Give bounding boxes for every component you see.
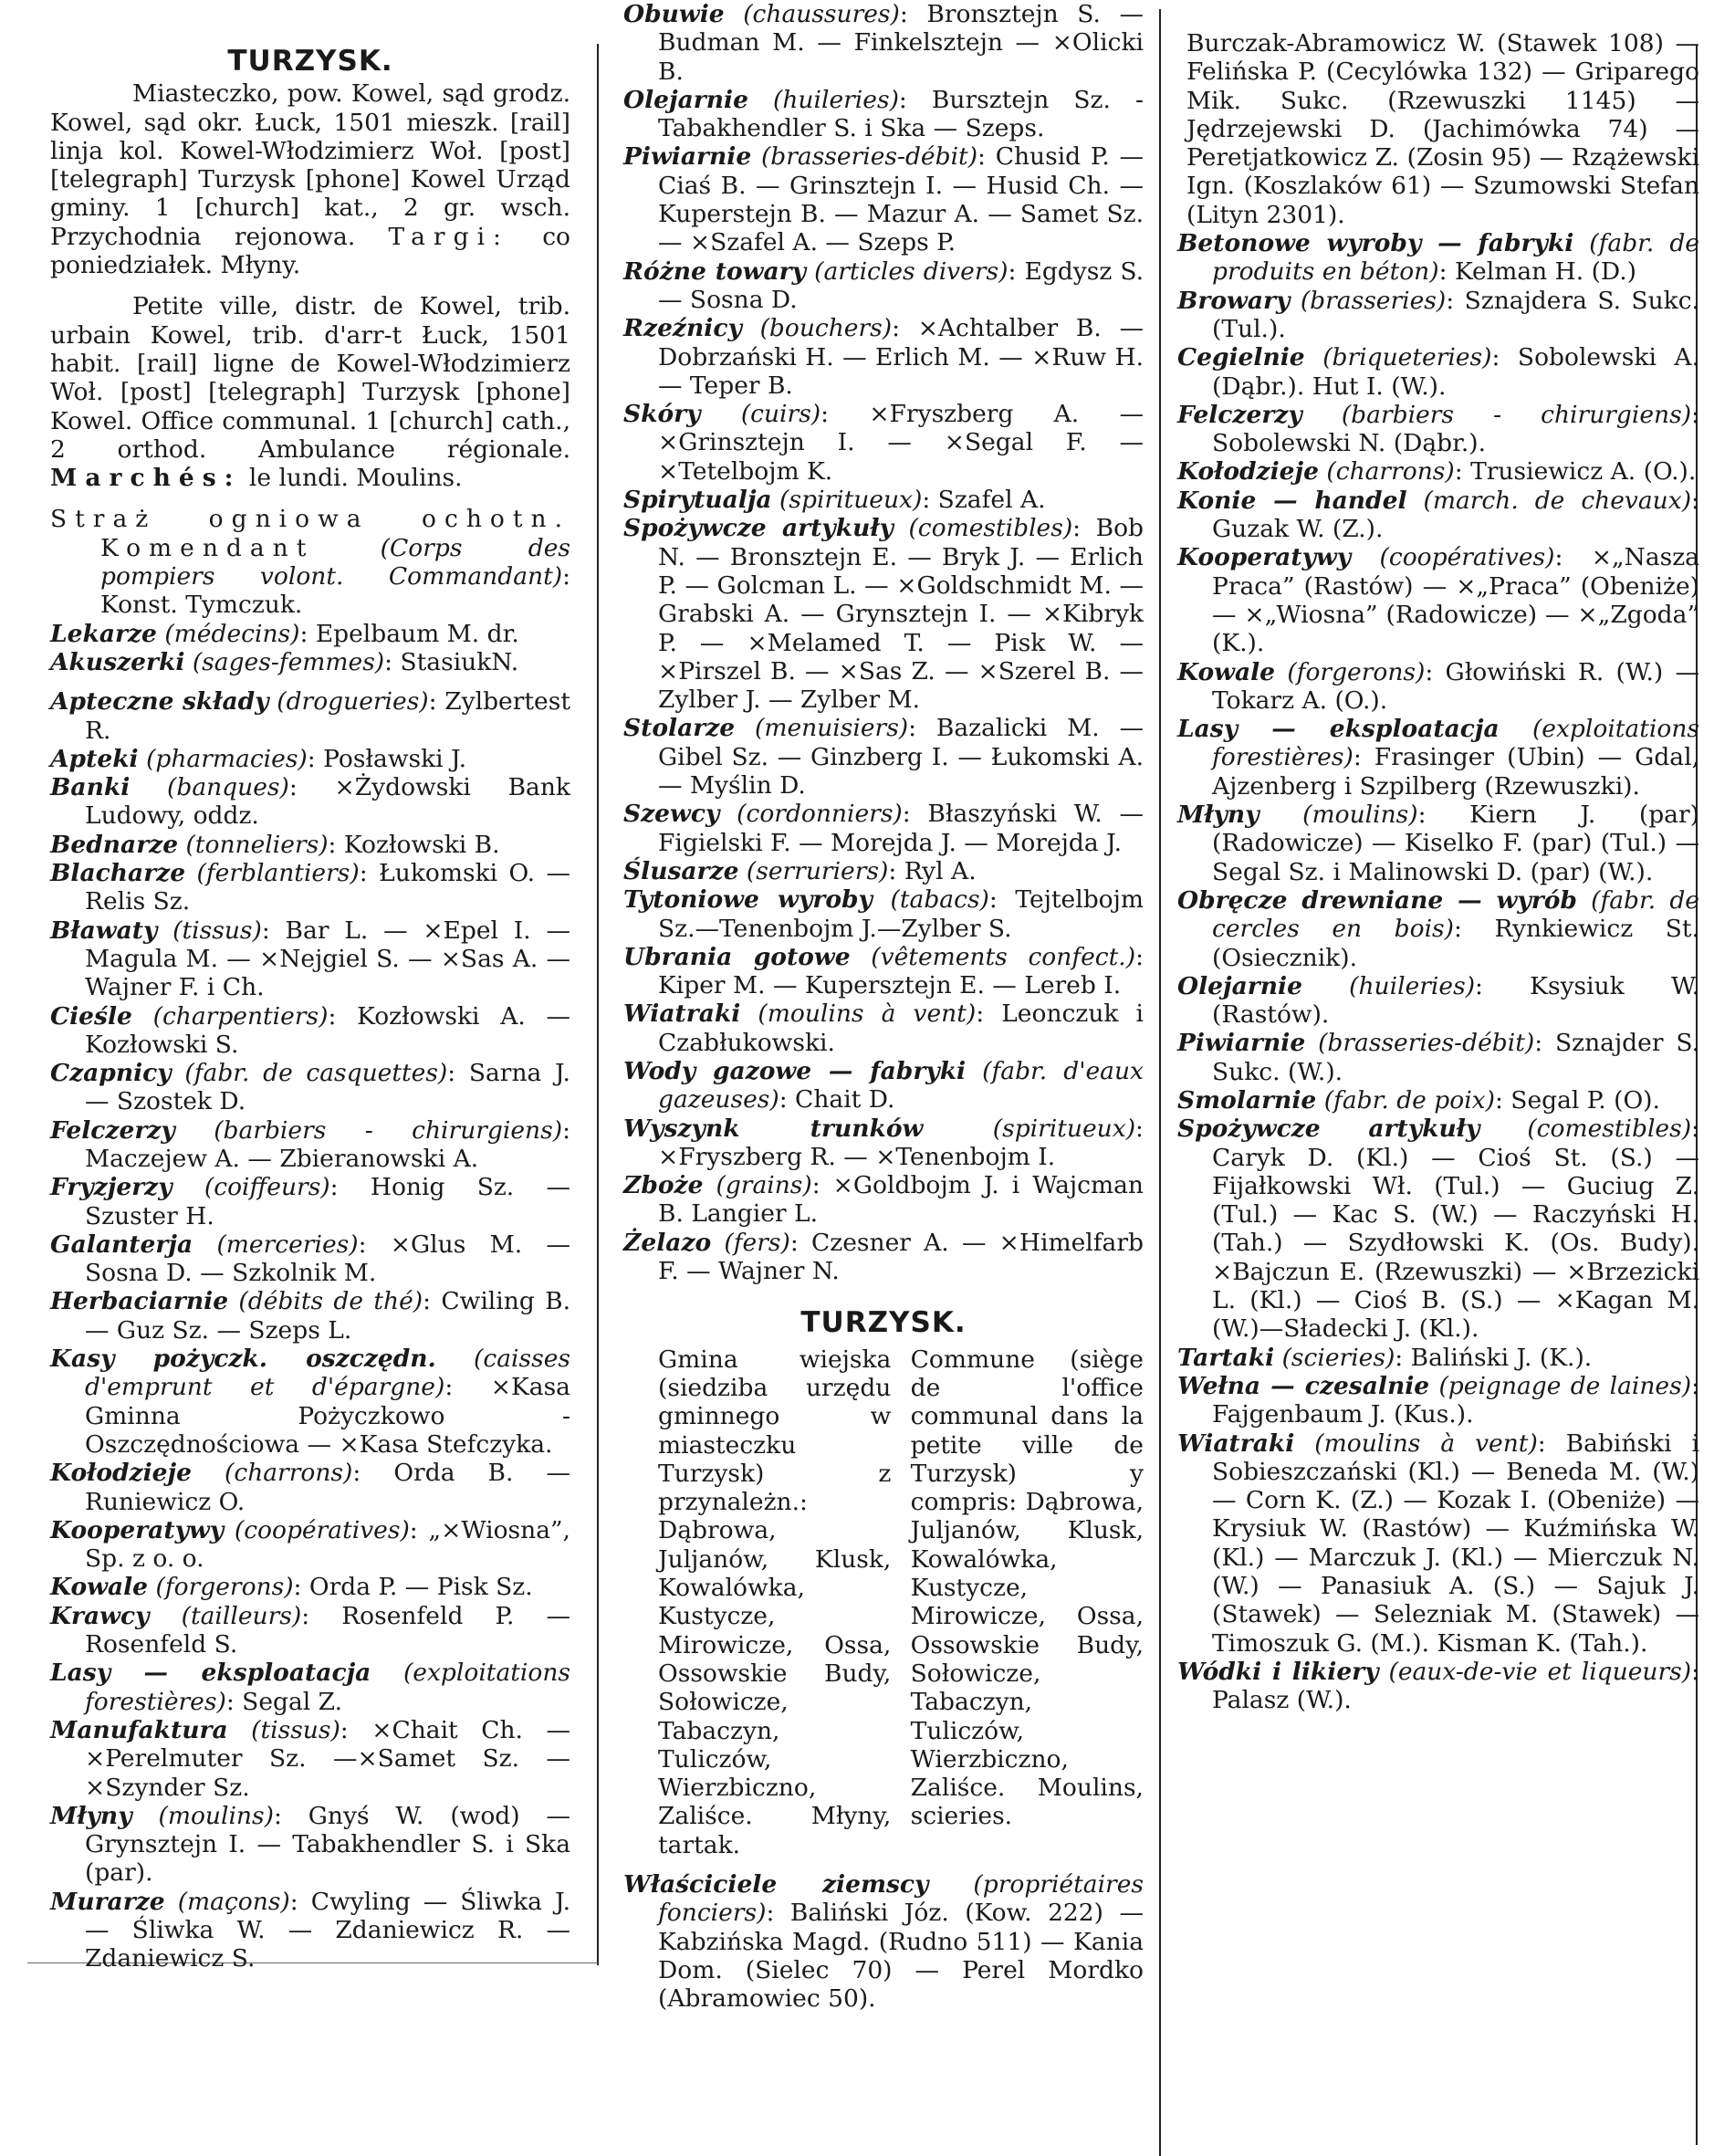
trade-category: Kooperatywy [1177, 543, 1352, 572]
list-item [50, 1287, 570, 1345]
trade-names: : Rynkiewicz St. (Osiecznik). [1212, 915, 1699, 972]
trade-category: Murarze [50, 1887, 165, 1916]
list-item [623, 1057, 1144, 1115]
trade-category: Kasy pożyczk. oszczędn. [50, 1345, 436, 1374]
trade-translation: (articles divers) [814, 256, 1009, 286]
trade-names: : Kelman H. (D.) [1438, 257, 1636, 287]
intro-french: Petite ville, distr. de Kowel, trib. urbain Kowel, trib. d'arr-t Łuck, 1501 habit. [rail] ligne de Kowel-Włodzimierz Woł. [post] [telegraph] Turzysk [phone] Kowel. Office communal. 1 [church] cath., 2 orthod. Ambulance régionale. Marchés: le lundi. Moulins. [50, 292, 570, 493]
trade-names: : Zylbertest R. [85, 687, 570, 745]
trade-category: Wyszynk trunków [623, 1114, 924, 1143]
list-item [1177, 715, 1699, 801]
list-item [1177, 401, 1699, 458]
trade-names: : Tejtelbojm Sz.—Tenenbojm J.—Zylber S. [658, 885, 1144, 943]
trade-category: Wiatraki [1177, 1429, 1295, 1458]
trade-names: : Leonczuk i Czabłukowski. [658, 1000, 1144, 1057]
trade-names: : Gnyś W. (wod) — Grynsztejn I. — Tabakhendler S. i Ska (par). [85, 1801, 570, 1888]
trade-names: : Kozłowski B. [328, 830, 500, 859]
trade-translation: (barbiers - chirurgiens) [1341, 400, 1692, 429]
trade-names: : Szafel A. [922, 486, 1046, 515]
trade-names: : Fajgenbaum J. (Kus.). [1212, 1371, 1699, 1429]
trade-names: : Ryl A. [888, 856, 977, 885]
trade-category: Apteki [50, 744, 139, 773]
trade-names: : StasiukN. [384, 647, 519, 676]
trade-names: : Kiern J. (par) (Radowicze) — Kiselko F. (par) (Tul.) — Segal Sz. i Malinowski D. (par) (W.). [1212, 801, 1699, 886]
trade-translation: (march. de chevaux) [1423, 486, 1692, 515]
list-item [50, 859, 570, 916]
trade-names: : Trusiewicz A. (O.). [1454, 457, 1697, 487]
trade-translation: (menuisiers) [755, 714, 909, 743]
trade-category: Rzeźnicy [623, 314, 742, 343]
market-label: Marchés: [50, 464, 242, 493]
list-item [50, 773, 570, 831]
trade-category: Różne towary [623, 256, 807, 286]
trade-names: : Chait D. [779, 1085, 895, 1115]
trade-names: : Posławski J. [307, 744, 467, 773]
trade-names: : Palasz (W.). [1212, 1657, 1699, 1715]
trade-translation: (exploitations forestières) [85, 1659, 570, 1716]
trade-names: : Epelbaum M. dr. [299, 619, 519, 648]
trade-translation: (tabacs) [890, 885, 989, 915]
trade-translation: (comestibles) [1527, 1115, 1692, 1144]
trade-translation: (coiffeurs) [204, 1173, 330, 1202]
trade-translation: (eaux-de-vie et liqueurs) [1388, 1657, 1692, 1686]
trade-translation: (spiritueux) [992, 1114, 1136, 1143]
list-item [50, 620, 570, 648]
list-item [623, 514, 1144, 714]
trade-category: Bednarze [50, 830, 179, 859]
trade-category: Kowale [1177, 657, 1276, 686]
list-item [623, 400, 1144, 486]
trade-category: Wody gazowe — fabryki [623, 1056, 967, 1085]
trade-names: : Bursztejn Sz. - Tabakhendler S. i Ska — Szeps. [658, 85, 1144, 143]
trade-translation: (cuirs) [740, 400, 821, 429]
list-item [1177, 886, 1699, 972]
list-item [50, 745, 570, 773]
list-item [50, 1802, 570, 1888]
trade-translation: (débits de thé) [238, 1287, 423, 1316]
trade-names: : Caryk D. (Kl.) — Cioś St. (S.) — Fijałkowski Wł. (Tul.) — Guciug Z. (Tul.) — Kac S. (W.) — Raczyński H. (Tah.) — Szydłowski K. (Os. Budy). ×Bajczun E. (Rzewuszki) — ×Brzezicki L. (Kl.) — Cioś B. (S.) — ×Kagan M. (W.)—Sładecki J. (Kl.). [1212, 1115, 1699, 1344]
list-item [1177, 1115, 1699, 1343]
trade-category: Felczerzy [1177, 400, 1302, 429]
list-item [1177, 972, 1699, 1030]
trade-category: Zboże [623, 1171, 704, 1200]
list-item [1177, 801, 1699, 886]
trade-category: Akuszerki [50, 647, 185, 676]
trade-category: Czapnicy [50, 1059, 172, 1088]
trade-category: Skóry [623, 400, 701, 429]
trade-translation: (fabr. de poix) [1323, 1085, 1495, 1115]
trade-category: Herbaciarnie [50, 1287, 229, 1316]
list-item [623, 257, 1144, 315]
commune-title: TURZYSK. [800, 1306, 967, 1340]
trade-names: : Orda P. — Pisk Sz. [293, 1573, 533, 1602]
trade-names: : Frasinger (Ubin) — Gdal, Ajzenberg i Szpilberg (Rzewuszki). [1212, 743, 1699, 801]
trade-category: Betonowe wyroby — fabryki [1177, 229, 1574, 258]
trade-category: Spożywcze artykuły [623, 514, 894, 543]
trade-translation: (fabr. d'eaux gazeuses) [658, 1056, 1144, 1115]
trade-category: Galanterja [50, 1230, 193, 1259]
list-item [50, 1345, 570, 1459]
landowners-continuation: Burczak-Abramowicz W. (Stawek 108) — Felińska P. (Cecylówka 132) — Griparego Mik. Sukc. (Rzewuszki 1145) — Jędrzejewski D. (Jachimówka 74) — Peretjatkowicz Z. (Zosin 95) — Rzążewski Ign. (Koszlaków 61) — Szumowski Stefan (Lityn 2301). [1186, 29, 1699, 229]
trade-translation: (coopératives) [234, 1515, 410, 1544]
trade-category: Tytoniowe wyroby [623, 885, 873, 915]
trade-translation: (caisses d'emprunt et d'épargne) [85, 1345, 570, 1402]
trade-category: Obręcze drewniane — wyrób [1177, 885, 1577, 915]
list-item [50, 1516, 570, 1574]
commune-polish: Gmina wiejska (siedziba urzędu gminnego w miasteczku Turzysk) z przynależn.: Dąbrowa, Juljanów, Klusk, Kowalówka, Kustycze, Mirowicze, Ossa, Ossowskie Budy, Sołowicze, Tabaczyn, Tuliczów, Wierzbiczno, Zaliśce. Młyny, tartak. [658, 1345, 892, 1859]
trade-names: : Sobolewski A. (Dąbr.). Hut I. (W.). [1212, 343, 1699, 401]
list-item [1177, 487, 1699, 544]
trade-translation: (peignage de laines) [1438, 1371, 1692, 1400]
list-item [623, 142, 1144, 256]
trade-category: Smolarnie [1177, 1085, 1317, 1115]
trade-names: : Guzak W. (Z.). [1212, 486, 1699, 544]
section-title: TURZYSK. [227, 45, 393, 78]
trade-category: Banki [50, 773, 131, 802]
list-item [623, 1115, 1144, 1172]
list-item [1177, 1029, 1699, 1086]
trade-translation: (scieries) [1281, 1343, 1395, 1372]
list-item [1177, 229, 1699, 287]
list-item [623, 1229, 1144, 1286]
trade-translation: (drogueries) [277, 687, 429, 717]
trade-translation: (barbiers - chirurgiens) [214, 1115, 563, 1145]
trade-translation: (exploitations forestières) [1212, 715, 1699, 772]
trade-names: : Honig Sz. — Szuster H. [85, 1173, 570, 1230]
fire-brigade-entry: Straż ogniowa ochotn. Komendant (Corps des pompiers volont. Commandant): Konst. Tymczuk. [50, 505, 570, 620]
trade-names: : ×Achtalber B. — Dobrzański H. — Erlich M. — ×Ruw H. — Teper B. [658, 314, 1144, 400]
list-item [623, 486, 1144, 514]
trade-category: Ubrania gotowe [623, 942, 851, 971]
trade-category: Lasy — eksploatacja [50, 1659, 371, 1688]
trade-category: Kowale [50, 1573, 149, 1602]
trade-translation: (tonneliers) [185, 830, 329, 859]
trade-names: : ×Żydowski Bank Ludowy, oddz. [85, 773, 570, 831]
trade-category: Cieśle [50, 1001, 132, 1031]
trade-translation: (charrons) [1326, 457, 1455, 487]
trade-names: : ×„Nasza Praca” (Rastów) — ×„Praca” (Obeniże) — ×„Wiosna” (Radowicze) — ×„Zgoda” (K.). [1212, 543, 1699, 658]
trade-category: Manufaktura [50, 1715, 228, 1744]
list-item [623, 0, 1144, 86]
list-item [50, 1230, 570, 1288]
list-item [50, 1573, 570, 1601]
trade-translation: (tailleurs) [181, 1601, 302, 1630]
trade-translation: (brasseries-débit) [1318, 1029, 1535, 1058]
trade-category: Wódki i likiery [1177, 1657, 1379, 1686]
list-item [623, 885, 1144, 943]
trade-translation: (cordonniers) [737, 800, 903, 829]
list-item [50, 1716, 570, 1802]
trade-names: : Sznajder S. Sukc. (W.). [1212, 1029, 1699, 1086]
list-item [623, 943, 1144, 1000]
trade-translation: (brasseries-débit) [760, 142, 978, 172]
trade-list [623, 0, 1144, 1285]
column-2 [623, 0, 1144, 2013]
trade-names: : Kozłowski A. — Kozłowski S. [85, 1001, 570, 1059]
trade-names: : Maczejew A. — Zbieranowski A. [85, 1115, 570, 1173]
trade-translation: (forgerons) [155, 1573, 294, 1602]
trade-translation: (charpentiers) [152, 1001, 329, 1031]
list-item [50, 1659, 570, 1716]
trade-names: : Bob N. — Bronsztejn E. — Bryk J. — Erlich P. — Golcman L. — ×Goldschmidt M. — Grabski A. — Grynsztejn I. — ×Kibryk P. — ×Melamed T. — Pisk W. — ×Pirszel B. — ×Sas Z. — ×Szerel B. — Zylber J. — Zylber M. [658, 514, 1144, 715]
list-item [1177, 1344, 1699, 1372]
list-item [623, 314, 1144, 400]
trade-translation: (charrons) [225, 1459, 353, 1488]
list-item: Właściciele ziemscy (propriétaires fonciers): Baliński Józ. (Kow. 222) — Kabzińska Magd. (Rudno 511) — Kania Dom. (Sielec 70) — Perel Mordko (Abramowiec 50). [623, 1870, 1144, 2014]
list-item [50, 1888, 570, 1973]
trade-names: : Segal Z. [225, 1687, 343, 1716]
trade-names: : Głowiński R. (W.) — Tokarz A. (O.). [1212, 657, 1699, 715]
trade-names: : „×Wiosna”, Sp. z o. o. [85, 1515, 570, 1574]
trade-names: : Kiper M. — Kupersztejn E. — Lereb I. [658, 942, 1144, 1000]
trade-translation: (ferblantiers) [196, 859, 360, 888]
column-divider [597, 44, 599, 1965]
trade-translation: (spiritueux) [779, 486, 923, 515]
trade-translation: (médecins) [164, 619, 300, 648]
trade-category: Szewcy [623, 800, 720, 829]
trade-names: : Rosenfeld P. — Rosenfeld S. [85, 1601, 570, 1659]
intro-polish: Miasteczko, pow. Kowel, sąd grodz. Kowel, sąd okr. Łuck, 1501 mieszk. [rail] linja kol. Kowel-Włodzimierz Woł. [post] [telegraph] Turzysk [phone] Kowel Urząd gminy. 1 [church] kat., 2 gr. wsch. Przychodnia rejonowa. Targi: co poniedziałek. Młyny. [50, 79, 570, 280]
trade-names: : ×Fryszberg R. — ×Tenenbojm I. [658, 1114, 1144, 1171]
column-divider [1159, 9, 1161, 2156]
column-1 [50, 47, 570, 1973]
trade-translation: (moulins à vent) [1314, 1429, 1538, 1458]
trade-category: Piwiarnie [1177, 1029, 1306, 1058]
trade-category: Kołodzieje [50, 1459, 192, 1488]
trade-category: Krawcy [50, 1601, 150, 1630]
list-item [50, 831, 570, 859]
trade-category: Fryzjerzy [50, 1173, 172, 1202]
trade-category: Kooperatywy [50, 1515, 225, 1544]
list-item [50, 1002, 570, 1060]
trade-names: : Cwyling — Śliwka J. — Śliwka W. — Zdaniewicz R. — Zdaniewicz S. [85, 1887, 570, 1973]
list-item [623, 1000, 1144, 1057]
trade-names: : ×Fryszberg A. — ×Grinsztejn I. — ×Segal F. — ×Tetelbojm K. [658, 400, 1144, 486]
trade-category: Apteczne składy [50, 687, 269, 717]
trade-translation: (sages-femmes) [192, 647, 385, 676]
trade-translation: (banques) [167, 773, 289, 802]
trade-translation: (comestibles) [908, 514, 1073, 543]
list-item [1177, 1429, 1699, 1658]
trade-category: Spożywcze artykuły [1177, 1115, 1480, 1144]
trade-translation: (coopératives) [1379, 543, 1555, 572]
trade-names: : Sznajdera S. Sukc. (Tul.). [1212, 286, 1699, 343]
list-item [1177, 1658, 1699, 1715]
trade-translation: (maçons) [177, 1887, 290, 1916]
trade-names: : Babiński i Sobieszczański (Kl.) — Beneda M. (W.) — Corn K. (Z.) — Kozak I. (Obeniże) — Krysiuk W. (Rastów) — Kuźmińska W. (Kl.) — Marczuk J. (Kl.) — Mierczuk N. (W.) — Panasiuk A. (S.) — Sajuk J. (Stawek) — Selezniak M. (Stawek) — Timoszuk G. (M.). Kisman K. (Tah.). [1212, 1429, 1699, 1658]
trade-category: Spirytualja [623, 486, 772, 515]
trade-category: Młyny [1177, 801, 1259, 830]
trade-translation: (briqueteries) [1322, 343, 1492, 372]
trade-category: Tartaki [1177, 1343, 1275, 1372]
list-item [50, 1059, 570, 1116]
trade-names: : Sarna J. — Szostek D. [85, 1059, 570, 1116]
list-item [50, 916, 570, 1002]
market-label: Targi: [388, 222, 509, 251]
trade-category: Browary [1177, 286, 1291, 315]
trade-names: : Segal P. (O). [1494, 1085, 1660, 1115]
trade-translation: (fabr. de cercles en bois) [1212, 885, 1699, 944]
trade-names: : ×Goldbojm J. i Wajcman B. Langier L. [658, 1171, 1144, 1229]
trade-translation: (fabr. de casquettes) [184, 1059, 448, 1088]
list-item [50, 1459, 570, 1516]
trade-translation: (serruriers) [746, 856, 889, 885]
list-item [1177, 343, 1699, 401]
trade-translation: (pharmacies) [146, 744, 308, 773]
trade-translation: (vêtements confect.) [871, 942, 1136, 971]
column-3 [1177, 29, 1699, 1715]
trade-category: Stolarze [623, 714, 736, 743]
trade-category: Cegielnie [1177, 343, 1305, 372]
trade-translation: (huileries) [773, 85, 899, 114]
trade-translation: (tissus) [172, 916, 262, 945]
list-item [1177, 543, 1699, 657]
trade-category: Lekarze [50, 619, 157, 648]
list-item [50, 1602, 570, 1659]
trade-translation: (forgerons) [1287, 657, 1426, 686]
trade-translation: (moulins) [158, 1801, 274, 1830]
list-item [50, 687, 570, 745]
trade-translation: (merceries) [216, 1230, 359, 1259]
trade-category: Lasy — eksploatacja [1177, 715, 1500, 744]
trade-category: Felczerzy [50, 1115, 175, 1145]
list-item [1177, 658, 1699, 716]
list-item [623, 1171, 1144, 1229]
list-item [50, 1116, 570, 1174]
list-item [623, 857, 1144, 885]
list-item [623, 714, 1144, 800]
trade-translation: (huileries) [1349, 971, 1476, 1000]
trade-category: Wiatraki [623, 1000, 741, 1029]
trade-category: Konie — handel [1177, 486, 1407, 515]
trade-names: : ×Chait Ch. — ×Perelmuter Sz. —×Samet Sz. — ×Szynder Sz. [85, 1715, 570, 1802]
trade-names: : Bronsztejn S. — Budman M. — Finkelsztejn — ×Olicki B. [658, 0, 1144, 86]
trade-translation: (moulins) [1302, 801, 1418, 830]
trade-category: Wełna — czesalnie [1177, 1371, 1430, 1400]
trade-category: Żelazo [623, 1228, 712, 1257]
trade-category: Olejarnie [623, 85, 748, 114]
trade-names: : Chusid P. — Ciaś B. — Grinsztejn I. — Husid Ch. — Kuperstejn B. — Mazur A. — Samet Sz. — ×Szafel A. — Szeps P. [658, 142, 1144, 257]
trade-names: : ×Glus M. — Sosna D. — Szkolnik M. [85, 1230, 570, 1288]
trade-names: : Czesner A. — ×Himelfarb F. — Wajner N. [658, 1228, 1144, 1286]
trade-translation: (fabr. de produits en béton) [1212, 229, 1699, 287]
trade-names: : ×Kasa Gminna Pożyczkowo - Oszczędnościowa — ×Kasa Stefczyka. [85, 1373, 570, 1459]
trade-names: : Bazalicki M. — Gibel Sz. — Ginzberg I. — Łukomski A. — Myślin D. [658, 714, 1144, 801]
trade-translation: (tissus) [251, 1715, 340, 1744]
list-item [1177, 1372, 1699, 1429]
commune-description [658, 1345, 1144, 1859]
trade-names: : Łukomski O. — Relis Sz. [85, 859, 570, 916]
trade-names: : Sobolewski N. (Dąbr.). [1212, 400, 1699, 458]
trade-category: Ślusarze [623, 856, 739, 885]
trade-names: : Egdysz S. — Sosna D. [658, 256, 1144, 314]
trade-category: Obuwie [623, 0, 725, 28]
trade-translation: (moulins à vent) [758, 1000, 977, 1029]
trade-translation: (bouchers) [759, 314, 893, 343]
trade-category: Kołodzieje [1177, 457, 1319, 487]
trade-translation: (chaussures) [743, 0, 900, 28]
trade-translation: (grains) [716, 1171, 812, 1200]
list-item [1177, 287, 1699, 344]
trade-names: : Orda B. — Runiewicz O. [85, 1459, 570, 1516]
trade-list [1177, 229, 1699, 1714]
trade-category: Młyny [50, 1801, 132, 1830]
list-item [623, 800, 1144, 857]
trade-list [50, 620, 570, 1973]
trade-category: Piwiarnie [623, 142, 752, 172]
trade-translation: (brasseries) [1300, 286, 1447, 315]
list-item [1177, 1086, 1699, 1115]
trade-names: : Baliński J. (K.). [1395, 1343, 1593, 1372]
list-item [623, 86, 1144, 143]
commune-french: Commune (siège de l'office communal dans la petite ville de Turzysk) y compris: Dąbrowa, Juljanów, Klusk, Kowalówka, Kustycze, Mirowicze, Ossa, Ossowskie Budy, Sołowicze, Tabaczyn, Tuliczów, Wierzbiczno, Zaliśce. Moulins, scieries. [910, 1345, 1144, 1831]
trade-names: : Błaszyński W. — Figielski F. — Morejda J. — Morejda J. [658, 800, 1144, 857]
trade-category: Blacharze [50, 859, 186, 888]
list-item [1177, 457, 1699, 486]
trade-names: : Cwiling B. — Guz Sz. — Szeps L. [85, 1287, 571, 1345]
trade-category: Bławaty [50, 916, 158, 945]
trade-names: : Bar L. — ×Epel I. — Magula M. — ×Nejgiel S. — ×Sas A. — Wajner F. i Ch. [85, 916, 570, 1002]
trade-category: Olejarnie [1177, 971, 1302, 1000]
list-item [50, 1173, 570, 1230]
trade-translation: (fers) [724, 1228, 790, 1257]
list-item [50, 648, 570, 676]
trade-names: : Ksysiuk W. (Rastów). [1212, 971, 1699, 1030]
